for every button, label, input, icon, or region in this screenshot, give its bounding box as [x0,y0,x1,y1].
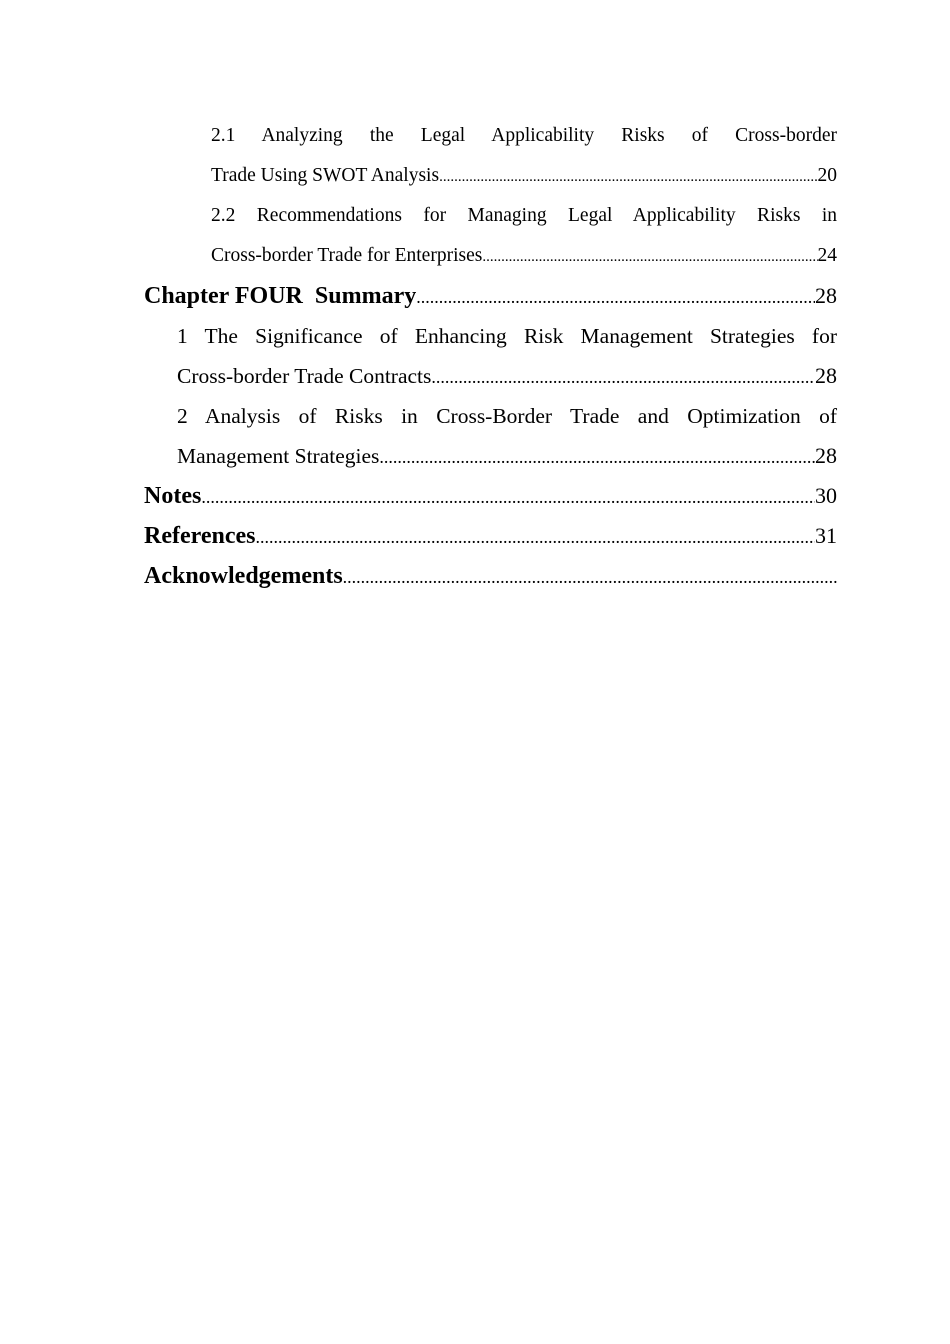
toc-entry-title-line2: Cross-border Trade for Enterprises [211,245,483,266]
toc-entry-row [144,476,837,516]
dot-leader [379,437,815,477]
toc-entry-title-line1: 2.2 Recommendations for Managing Legal Applicability Risks in [211,205,837,226]
toc-entry-title-line2-row [177,356,837,396]
toc-entry-title-line2-row [211,156,837,196]
dot-leader [482,237,817,277]
dot-leader [439,157,817,197]
toc-page-number: 28 [815,443,837,468]
toc-entry-2-2[interactable] [211,196,837,276]
toc-entry-title: Notes [144,483,202,509]
toc-entry-4-2[interactable] [177,396,837,476]
toc-entry-row [144,276,837,316]
dot-leader [343,557,837,597]
dot-leader [201,477,815,517]
toc-entry-title-line2: Cross-border Trade Contracts [177,364,432,388]
toc-page-number: 31 [815,523,837,548]
dot-leader [256,517,816,557]
toc-page-number: 20 [817,165,837,186]
toc-entry-title-line2-row [177,436,837,476]
toc-entry-row [144,516,837,556]
toc-entry-4-1[interactable] [177,316,837,396]
toc-entry-title-line1: 1 The Significance of Enhancing Risk Management Strategies for [177,324,837,348]
toc-entry-title-line2: Management Strategies [177,444,380,468]
toc-entry-title-line1: 2.1 Analyzing the Legal Applicability Risks of Cross-border [211,125,837,146]
toc-entry-title-line2: Trade Using SWOT Analysis [211,165,440,186]
toc-entry-title: References [144,523,256,549]
toc-page-number: 30 [815,483,837,508]
toc-chapter-title: Summary [314,283,417,309]
toc-entry-2-1[interactable] [211,116,837,196]
toc-page-number: 24 [817,245,837,266]
toc-entry-row [144,556,837,596]
dot-leader [416,277,815,317]
toc-entry-acknowledgements[interactable] [144,556,837,596]
table-of-contents [144,116,837,596]
toc-page-number: 28 [815,363,837,388]
dot-leader [431,357,815,397]
toc-entry-title: Acknowledgements [144,563,343,589]
toc-entry-chapter-four[interactable] [144,276,837,316]
toc-entry-notes[interactable] [144,476,837,516]
toc-entry-title-line2-row [211,236,837,276]
toc-chapter-label: Chapter FOUR [144,283,303,309]
toc-entry-references[interactable] [144,516,837,556]
toc-entry-title-line1: 2 Analysis of Risks in Cross-Border Trade and Optimization of [177,404,837,428]
toc-page-number: 28 [815,283,837,308]
